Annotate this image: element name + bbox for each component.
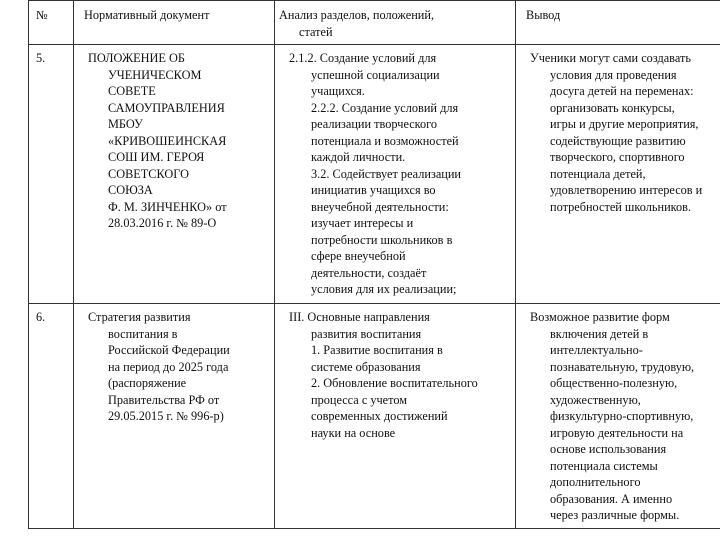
header-conclusion: Вывод <box>516 1 720 45</box>
row-conclusion-text: Ученики могут сами создавать условия для проведения досуга детей на переменах: организовать конкурсы, игры и другие мероприятия, содействующие развитию творческого, спортивного потенциала детей, удовлетворению интересов и потребностей школьников. <box>530 51 703 214</box>
row-analysis <box>275 45 516 304</box>
row-conclusion <box>516 304 720 529</box>
table-header-row <box>29 1 720 45</box>
header-analysis: Анализ разделов, положений, статей <box>275 1 516 45</box>
row-document-text: Стратегия развития воспитания в Российской Федерации на период до 2025 года (распоряжение Правительства РФ от 29.05.2015 г. № 996-р) <box>88 310 230 423</box>
row-document <box>74 45 275 304</box>
table-row <box>29 304 720 529</box>
row-analysis-text: 2.1.2. Создание условий для успешной социализации учащихся. 2.2.2. Создание условий для реализации творческого потенциала и возможностей каждой личности. 3.2. Содействует реализации инициатив учащихся во внеучебной деятельности: изучает интересы и потребности школьников в сфере внеучебной деятельности, создаёт условия для их реализации; <box>289 51 462 296</box>
row-conclusion-text: Возможное развитие форм включения детей в интеллектуально- познавательную, трудовую, общественно-полезную, художественную, физкультурно-спортивную, игровую деятельности на основе использования потенциала системы дополнительного образования. А именно через различные формы. <box>530 310 695 522</box>
row-analysis-text: III. Основные направления развития воспитания 1. Развитие воспитания в системе образования 2. Обновление воспитательного процесса с учетом современных достижений науки на основе <box>289 310 478 440</box>
row-number: 6. <box>29 304 74 529</box>
row-number: 5. <box>29 45 74 304</box>
header-number: № <box>29 1 74 45</box>
row-document-text: ПОЛОЖЕНИЕ ОБ УЧЕНИЧЕСКОМ СОВЕТЕ САМОУПРАВЛЕНИЯ МБОУ «КРИВОШЕИНСКАЯ СОШ ИМ. ГЕРОЯ СОВЕТСКОГО СОЮЗА Ф. М. ЗИНЧЕНКО» от 28.03.2016 г. № 89-О <box>88 51 227 230</box>
header-document: Нормативный документ <box>74 1 275 45</box>
row-conclusion <box>516 45 720 304</box>
row-document <box>74 304 275 529</box>
normative-documents-table <box>28 0 720 529</box>
table-row <box>29 45 720 304</box>
row-analysis <box>275 304 516 529</box>
